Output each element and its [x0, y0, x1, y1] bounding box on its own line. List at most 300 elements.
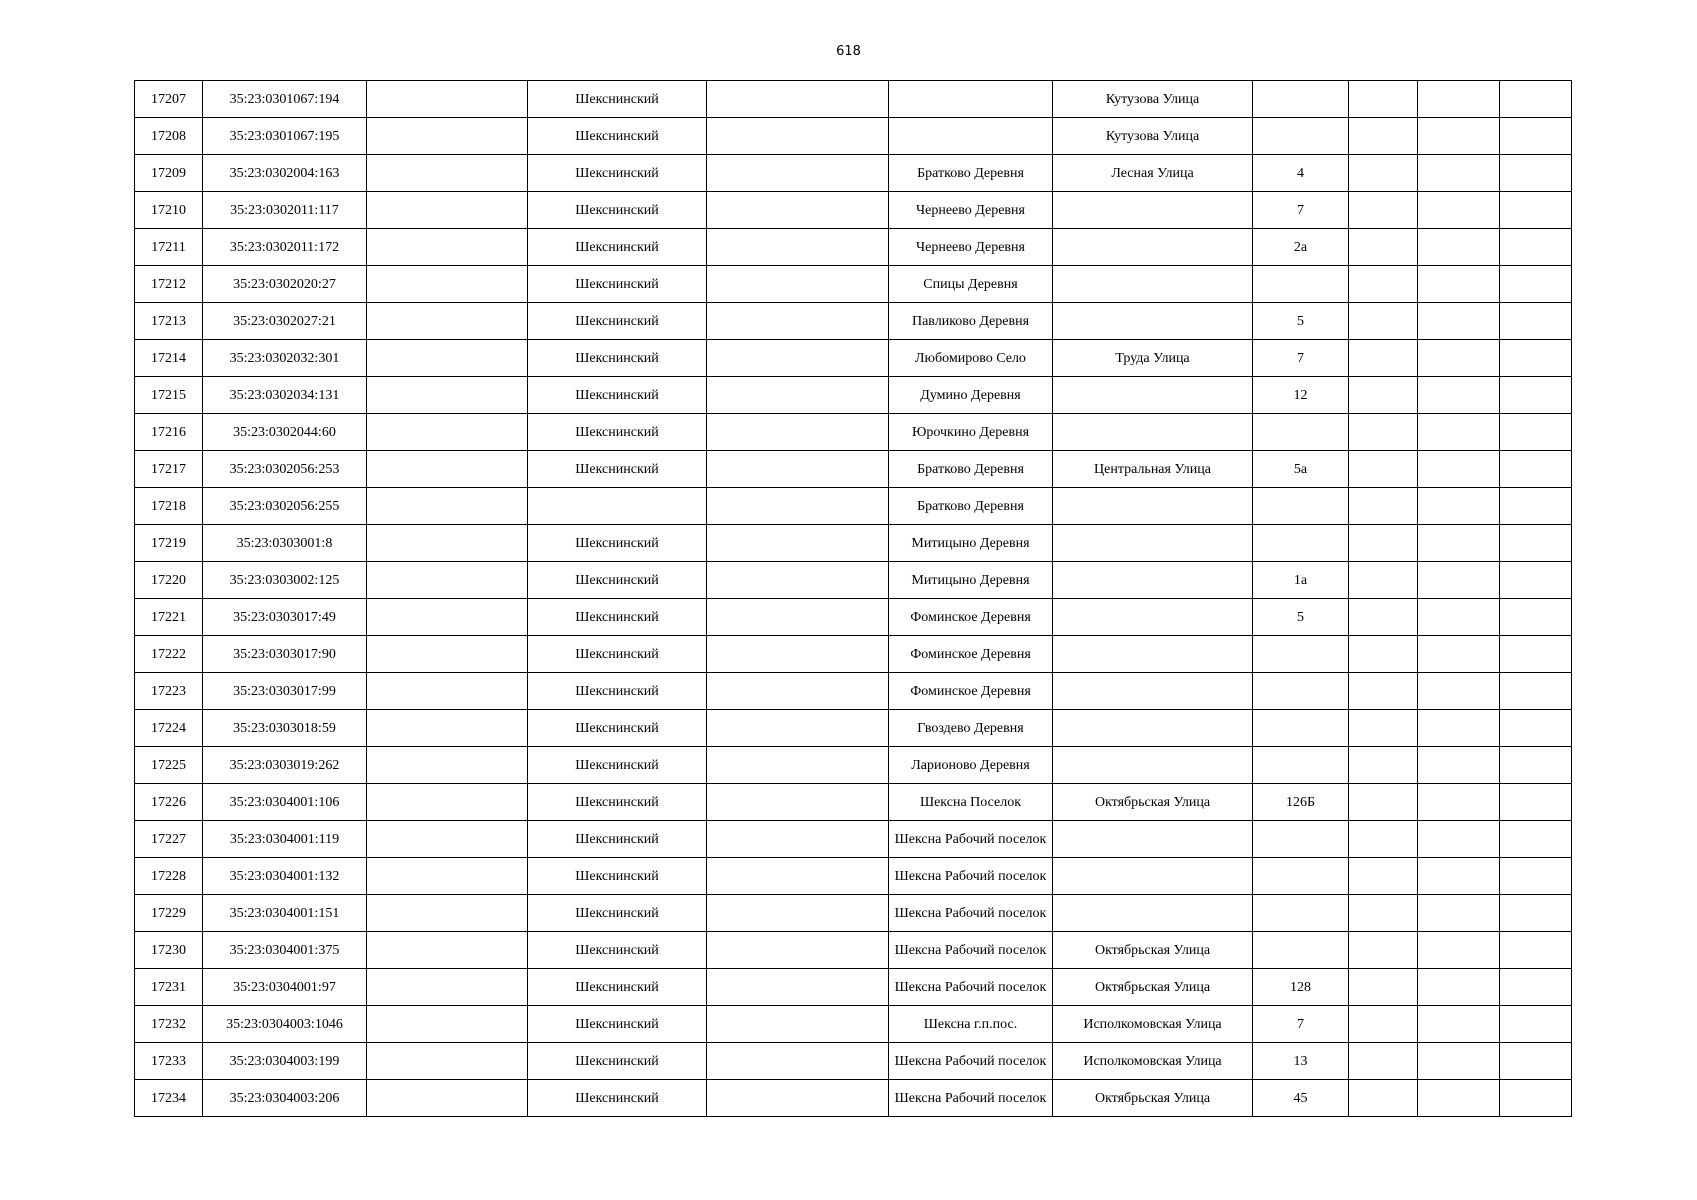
cell-locality: Шексна Рабочий поселок	[889, 1043, 1053, 1080]
cell-row-number: 17226	[135, 784, 203, 821]
cell-empty-d	[1418, 710, 1500, 747]
cell-empty-a	[367, 340, 528, 377]
cell-empty-a	[367, 414, 528, 451]
cell-empty-d	[1418, 1006, 1500, 1043]
cell-empty-d	[1418, 1043, 1500, 1080]
cell-empty-a	[367, 1043, 528, 1080]
cell-empty-a	[367, 81, 528, 118]
cell-row-number: 17222	[135, 636, 203, 673]
cell-empty-b	[707, 414, 889, 451]
cell-house	[1253, 266, 1349, 303]
cell-empty-b	[707, 340, 889, 377]
table-row	[135, 1043, 1572, 1080]
table-row	[135, 784, 1572, 821]
cell-cadastral-number: 35:23:0304001:97	[203, 969, 367, 1006]
cell-empty-b	[707, 1080, 889, 1117]
cell-street	[1053, 821, 1253, 858]
cell-empty-b	[707, 784, 889, 821]
cell-empty-b	[707, 192, 889, 229]
cell-row-number: 17210	[135, 192, 203, 229]
cell-cadastral-number: 35:23:0302011:117	[203, 192, 367, 229]
cell-street: Труда Улица	[1053, 340, 1253, 377]
cell-row-number: 17220	[135, 562, 203, 599]
cell-empty-c	[1349, 932, 1418, 969]
cell-empty-b	[707, 673, 889, 710]
table-row	[135, 488, 1572, 525]
cell-empty-a	[367, 821, 528, 858]
cell-empty-c	[1349, 895, 1418, 932]
cell-empty-a	[367, 969, 528, 1006]
cell-district: Шекснинский	[528, 710, 707, 747]
cell-empty-e	[1500, 784, 1572, 821]
cell-street	[1053, 895, 1253, 932]
cell-street: Исполкомовская Улица	[1053, 1006, 1253, 1043]
cell-row-number: 17229	[135, 895, 203, 932]
table-row	[135, 340, 1572, 377]
cell-empty-c	[1349, 340, 1418, 377]
cell-house: 5а	[1253, 451, 1349, 488]
cell-district: Шекснинский	[528, 821, 707, 858]
cell-empty-a	[367, 155, 528, 192]
cell-empty-c	[1349, 636, 1418, 673]
cell-district: Шекснинский	[528, 1006, 707, 1043]
cell-cadastral-number: 35:23:0302011:172	[203, 229, 367, 266]
table-row	[135, 969, 1572, 1006]
cell-empty-d	[1418, 932, 1500, 969]
cell-district: Шекснинский	[528, 599, 707, 636]
cell-district: Шекснинский	[528, 969, 707, 1006]
table-row	[135, 192, 1572, 229]
cell-empty-a	[367, 525, 528, 562]
cell-locality: Шексна Рабочий поселок	[889, 895, 1053, 932]
cell-row-number: 17215	[135, 377, 203, 414]
cell-street	[1053, 377, 1253, 414]
cell-empty-a	[367, 673, 528, 710]
cell-street	[1053, 636, 1253, 673]
cell-cadastral-number: 35:23:0301067:195	[203, 118, 367, 155]
cell-empty-e	[1500, 1080, 1572, 1117]
cell-locality: Шексна Рабочий поселок	[889, 858, 1053, 895]
cell-empty-d	[1418, 451, 1500, 488]
cell-empty-d	[1418, 377, 1500, 414]
table-row	[135, 155, 1572, 192]
table-row	[135, 414, 1572, 451]
cell-empty-a	[367, 895, 528, 932]
table-row	[135, 229, 1572, 266]
cell-house: 13	[1253, 1043, 1349, 1080]
cell-empty-c	[1349, 710, 1418, 747]
cell-empty-a	[367, 562, 528, 599]
cell-empty-b	[707, 636, 889, 673]
cell-cadastral-number: 35:23:0303018:59	[203, 710, 367, 747]
cell-empty-e	[1500, 636, 1572, 673]
cell-house: 5	[1253, 599, 1349, 636]
cell-cadastral-number: 35:23:0304003:206	[203, 1080, 367, 1117]
cell-street: Центральная Улица	[1053, 451, 1253, 488]
cell-empty-e	[1500, 599, 1572, 636]
cell-row-number: 17223	[135, 673, 203, 710]
cell-street	[1053, 599, 1253, 636]
table-row	[135, 303, 1572, 340]
cell-locality: Гвоздево Деревня	[889, 710, 1053, 747]
cell-empty-c	[1349, 969, 1418, 1006]
cell-street: Октябрьская Улица	[1053, 932, 1253, 969]
cell-empty-a	[367, 932, 528, 969]
cell-cadastral-number: 35:23:0304001:119	[203, 821, 367, 858]
table-row	[135, 525, 1572, 562]
cell-house: 1а	[1253, 562, 1349, 599]
cell-district: Шекснинский	[528, 81, 707, 118]
cell-cadastral-number: 35:23:0304003:1046	[203, 1006, 367, 1043]
cell-district: Шекснинский	[528, 303, 707, 340]
cell-empty-d	[1418, 1080, 1500, 1117]
cell-empty-d	[1418, 895, 1500, 932]
cell-empty-a	[367, 118, 528, 155]
cell-district: Шекснинский	[528, 562, 707, 599]
table-body	[135, 81, 1572, 1117]
cell-cadastral-number: 35:23:0302044:60	[203, 414, 367, 451]
table-row	[135, 81, 1572, 118]
cell-cadastral-number: 35:23:0303002:125	[203, 562, 367, 599]
cell-house: 45	[1253, 1080, 1349, 1117]
cell-empty-b	[707, 969, 889, 1006]
cell-empty-a	[367, 636, 528, 673]
cell-empty-b	[707, 932, 889, 969]
cell-cadastral-number: 35:23:0304003:199	[203, 1043, 367, 1080]
table-row	[135, 636, 1572, 673]
cell-empty-d	[1418, 488, 1500, 525]
cell-row-number: 17230	[135, 932, 203, 969]
cell-locality: Ларионово Деревня	[889, 747, 1053, 784]
cell-empty-d	[1418, 303, 1500, 340]
cell-empty-d	[1418, 340, 1500, 377]
cell-empty-c	[1349, 1043, 1418, 1080]
cell-row-number: 17232	[135, 1006, 203, 1043]
cell-empty-e	[1500, 747, 1572, 784]
cell-locality: Шексна Поселок	[889, 784, 1053, 821]
cell-empty-e	[1500, 340, 1572, 377]
cell-street: Кутузова Улица	[1053, 81, 1253, 118]
cell-house	[1253, 636, 1349, 673]
cell-house	[1253, 821, 1349, 858]
cell-house	[1253, 858, 1349, 895]
cell-district: Шекснинский	[528, 377, 707, 414]
table-row	[135, 451, 1572, 488]
cell-empty-b	[707, 710, 889, 747]
cell-cadastral-number: 35:23:0302056:255	[203, 488, 367, 525]
cell-empty-d	[1418, 81, 1500, 118]
cell-empty-c	[1349, 266, 1418, 303]
cell-empty-d	[1418, 599, 1500, 636]
cell-cadastral-number: 35:23:0303017:49	[203, 599, 367, 636]
cell-locality: Юрочкино Деревня	[889, 414, 1053, 451]
cell-house: 4	[1253, 155, 1349, 192]
cell-locality: Думино Деревня	[889, 377, 1053, 414]
cell-cadastral-number: 35:23:0304001:151	[203, 895, 367, 932]
cell-locality: Чернеево Деревня	[889, 192, 1053, 229]
cell-locality: Фоминское Деревня	[889, 636, 1053, 673]
cell-empty-b	[707, 155, 889, 192]
cell-cadastral-number: 35:23:0301067:194	[203, 81, 367, 118]
cell-district	[528, 488, 707, 525]
cell-empty-c	[1349, 118, 1418, 155]
table-row	[135, 266, 1572, 303]
table-row	[135, 377, 1572, 414]
cell-cadastral-number: 35:23:0302056:253	[203, 451, 367, 488]
cell-cadastral-number: 35:23:0302034:131	[203, 377, 367, 414]
cell-house	[1253, 747, 1349, 784]
cell-street	[1053, 858, 1253, 895]
cell-locality: Чернеево Деревня	[889, 229, 1053, 266]
cell-house	[1253, 525, 1349, 562]
cell-empty-c	[1349, 599, 1418, 636]
cell-district: Шекснинский	[528, 266, 707, 303]
cell-street	[1053, 673, 1253, 710]
cell-empty-b	[707, 525, 889, 562]
table-row	[135, 747, 1572, 784]
cell-street	[1053, 414, 1253, 451]
cell-house: 5	[1253, 303, 1349, 340]
cell-locality: Любомирово Село	[889, 340, 1053, 377]
cell-district: Шекснинский	[528, 229, 707, 266]
cell-row-number: 17212	[135, 266, 203, 303]
cell-row-number: 17234	[135, 1080, 203, 1117]
cell-house	[1253, 81, 1349, 118]
cell-empty-c	[1349, 377, 1418, 414]
cell-empty-c	[1349, 525, 1418, 562]
page-number: 618	[836, 44, 861, 59]
cell-cadastral-number: 35:23:0303017:99	[203, 673, 367, 710]
cell-empty-e	[1500, 673, 1572, 710]
cell-row-number: 17208	[135, 118, 203, 155]
cell-empty-e	[1500, 155, 1572, 192]
cell-empty-a	[367, 747, 528, 784]
cell-locality: Фоминское Деревня	[889, 673, 1053, 710]
cell-empty-e	[1500, 488, 1572, 525]
cell-row-number: 17227	[135, 821, 203, 858]
cell-empty-e	[1500, 969, 1572, 1006]
cell-house: 12	[1253, 377, 1349, 414]
cell-row-number: 17217	[135, 451, 203, 488]
cell-locality: Братково Деревня	[889, 155, 1053, 192]
cell-empty-c	[1349, 821, 1418, 858]
cell-empty-d	[1418, 821, 1500, 858]
cell-empty-b	[707, 821, 889, 858]
cell-cadastral-number: 35:23:0304001:106	[203, 784, 367, 821]
cell-cadastral-number: 35:23:0303019:262	[203, 747, 367, 784]
table-row	[135, 858, 1572, 895]
cell-empty-e	[1500, 266, 1572, 303]
cell-empty-d	[1418, 969, 1500, 1006]
cell-empty-c	[1349, 192, 1418, 229]
cell-empty-b	[707, 1043, 889, 1080]
cell-row-number: 17231	[135, 969, 203, 1006]
cell-street: Октябрьская Улица	[1053, 1080, 1253, 1117]
cell-house	[1253, 895, 1349, 932]
cell-district: Шекснинский	[528, 747, 707, 784]
cell-empty-e	[1500, 858, 1572, 895]
cell-empty-e	[1500, 932, 1572, 969]
cell-empty-a	[367, 303, 528, 340]
cell-empty-a	[367, 1080, 528, 1117]
cell-house	[1253, 414, 1349, 451]
cell-district: Шекснинский	[528, 895, 707, 932]
cell-row-number: 17228	[135, 858, 203, 895]
cell-empty-e	[1500, 895, 1572, 932]
cell-street	[1053, 229, 1253, 266]
cell-empty-e	[1500, 192, 1572, 229]
cell-empty-a	[367, 1006, 528, 1043]
cell-empty-d	[1418, 562, 1500, 599]
cell-district: Шекснинский	[528, 636, 707, 673]
cell-empty-b	[707, 858, 889, 895]
cell-empty-c	[1349, 414, 1418, 451]
cell-empty-e	[1500, 118, 1572, 155]
cell-house	[1253, 488, 1349, 525]
cell-empty-c	[1349, 784, 1418, 821]
cell-empty-c	[1349, 155, 1418, 192]
cell-empty-b	[707, 747, 889, 784]
table-row	[135, 821, 1572, 858]
cell-empty-c	[1349, 1006, 1418, 1043]
table-row	[135, 1006, 1572, 1043]
table-row	[135, 599, 1572, 636]
cell-empty-e	[1500, 1006, 1572, 1043]
cell-empty-b	[707, 118, 889, 155]
cell-district: Шекснинский	[528, 340, 707, 377]
cell-street	[1053, 562, 1253, 599]
cell-locality: Спицы Деревня	[889, 266, 1053, 303]
cell-cadastral-number: 35:23:0302027:21	[203, 303, 367, 340]
cell-empty-d	[1418, 747, 1500, 784]
cell-empty-d	[1418, 414, 1500, 451]
cell-row-number: 17218	[135, 488, 203, 525]
cell-empty-d	[1418, 155, 1500, 192]
cell-empty-e	[1500, 414, 1572, 451]
cell-row-number: 17213	[135, 303, 203, 340]
cell-cadastral-number: 35:23:0302032:301	[203, 340, 367, 377]
cell-cadastral-number: 35:23:0303001:8	[203, 525, 367, 562]
cell-house: 7	[1253, 192, 1349, 229]
cell-locality: Братково Деревня	[889, 488, 1053, 525]
cell-district: Шекснинский	[528, 451, 707, 488]
cell-street	[1053, 747, 1253, 784]
cell-empty-c	[1349, 451, 1418, 488]
cell-empty-b	[707, 81, 889, 118]
cell-empty-e	[1500, 562, 1572, 599]
cell-empty-a	[367, 377, 528, 414]
cell-row-number: 17216	[135, 414, 203, 451]
cell-house: 7	[1253, 340, 1349, 377]
cell-empty-d	[1418, 118, 1500, 155]
cell-house: 7	[1253, 1006, 1349, 1043]
cell-empty-e	[1500, 303, 1572, 340]
cell-cadastral-number: 35:23:0304001:132	[203, 858, 367, 895]
table-row	[135, 118, 1572, 155]
cell-locality: Шексна Рабочий поселок	[889, 1080, 1053, 1117]
cell-row-number: 17221	[135, 599, 203, 636]
cell-row-number: 17224	[135, 710, 203, 747]
cell-street: Октябрьская Улица	[1053, 784, 1253, 821]
table-row	[135, 1080, 1572, 1117]
cell-district: Шекснинский	[528, 784, 707, 821]
cell-district: Шекснинский	[528, 1080, 707, 1117]
cell-row-number: 17214	[135, 340, 203, 377]
cell-street	[1053, 710, 1253, 747]
cell-locality: Шексна Рабочий поселок	[889, 969, 1053, 1006]
cell-row-number: 17219	[135, 525, 203, 562]
cell-empty-c	[1349, 303, 1418, 340]
cell-district: Шекснинский	[528, 673, 707, 710]
cell-empty-c	[1349, 1080, 1418, 1117]
cell-cadastral-number: 35:23:0302020:27	[203, 266, 367, 303]
cell-district: Шекснинский	[528, 932, 707, 969]
cell-empty-b	[707, 488, 889, 525]
cell-empty-d	[1418, 192, 1500, 229]
cell-row-number: 17209	[135, 155, 203, 192]
cell-locality: Шексна Рабочий поселок	[889, 821, 1053, 858]
cell-empty-a	[367, 192, 528, 229]
cell-empty-d	[1418, 229, 1500, 266]
cell-empty-a	[367, 451, 528, 488]
cell-street: Октябрьская Улица	[1053, 969, 1253, 1006]
table-row	[135, 710, 1572, 747]
cell-empty-d	[1418, 784, 1500, 821]
cell-district: Шекснинский	[528, 414, 707, 451]
cell-cadastral-number: 35:23:0302004:163	[203, 155, 367, 192]
table-row	[135, 932, 1572, 969]
cell-district: Шекснинский	[528, 858, 707, 895]
cell-locality: Митицыно Деревня	[889, 562, 1053, 599]
cell-empty-c	[1349, 562, 1418, 599]
cell-empty-c	[1349, 747, 1418, 784]
cell-locality: Шексна Рабочий поселок	[889, 932, 1053, 969]
cell-empty-e	[1500, 81, 1572, 118]
cell-district: Шекснинский	[528, 1043, 707, 1080]
cell-district: Шекснинский	[528, 155, 707, 192]
cell-empty-b	[707, 451, 889, 488]
cell-locality: Фоминское Деревня	[889, 599, 1053, 636]
cell-row-number: 17207	[135, 81, 203, 118]
cell-locality: Митицыно Деревня	[889, 525, 1053, 562]
cell-empty-d	[1418, 636, 1500, 673]
cell-house: 128	[1253, 969, 1349, 1006]
cell-cadastral-number: 35:23:0303017:90	[203, 636, 367, 673]
cell-cadastral-number: 35:23:0304001:375	[203, 932, 367, 969]
cell-empty-c	[1349, 81, 1418, 118]
cell-empty-e	[1500, 525, 1572, 562]
cell-district: Шекснинский	[528, 192, 707, 229]
cell-house	[1253, 932, 1349, 969]
cell-house	[1253, 118, 1349, 155]
cell-district: Шекснинский	[528, 525, 707, 562]
cell-district: Шекснинский	[528, 118, 707, 155]
cell-house: 2а	[1253, 229, 1349, 266]
cell-empty-e	[1500, 451, 1572, 488]
cell-empty-a	[367, 784, 528, 821]
cell-empty-a	[367, 266, 528, 303]
cell-empty-b	[707, 562, 889, 599]
cell-empty-a	[367, 710, 528, 747]
table-row	[135, 562, 1572, 599]
registry-table	[134, 80, 1572, 1117]
cell-locality	[889, 81, 1053, 118]
cell-empty-d	[1418, 673, 1500, 710]
cell-empty-a	[367, 599, 528, 636]
cell-street	[1053, 303, 1253, 340]
cell-empty-d	[1418, 266, 1500, 303]
cell-empty-c	[1349, 673, 1418, 710]
